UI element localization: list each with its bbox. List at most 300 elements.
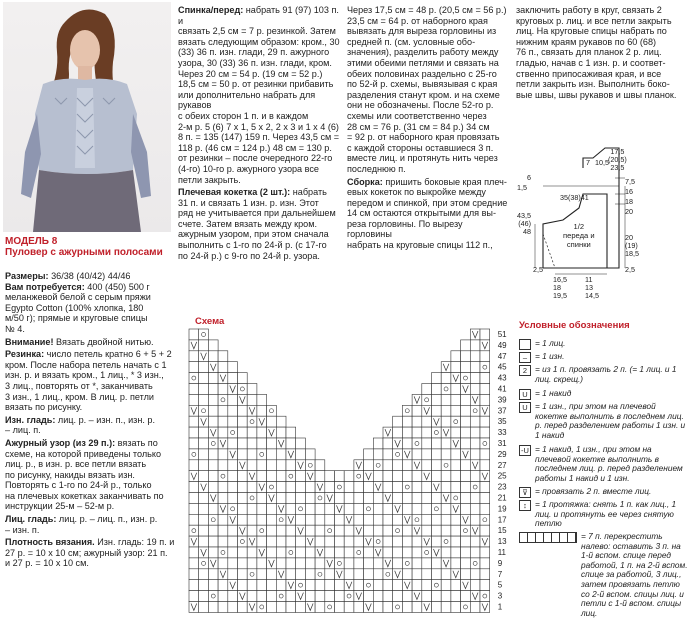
- chart-cell: [286, 547, 296, 558]
- chart-cell: [461, 405, 471, 416]
- chart-cell: [208, 536, 218, 547]
- chart-cell: [267, 525, 277, 536]
- chart-cell: [480, 503, 490, 514]
- chart-cell: [296, 602, 306, 613]
- dim-16: 16: [625, 187, 633, 196]
- chart-cell: [470, 362, 480, 373]
- chart-cell: [441, 405, 451, 416]
- chart-cell: [208, 394, 218, 405]
- col1-text: [5, 271, 175, 569]
- chart-row-number: 47: [497, 351, 507, 361]
- model-photo-illustration: [3, 2, 171, 232]
- chart-cell: [228, 547, 238, 558]
- chart-cell: [364, 460, 374, 471]
- chart-cell: [247, 427, 257, 438]
- chart-cell: [432, 525, 442, 536]
- chart-cell: [189, 351, 199, 362]
- chart-cell: [383, 591, 393, 602]
- chart-cell: [189, 427, 199, 438]
- dim-6: 6: [527, 173, 531, 182]
- chart-cell: [364, 547, 374, 558]
- chart-cell: [276, 525, 286, 536]
- chart-row-number: 21: [497, 493, 507, 503]
- chart-cell: [218, 449, 228, 460]
- chart-cell: [451, 427, 461, 438]
- chart-cell: [257, 427, 267, 438]
- chart-cell: [422, 482, 432, 493]
- chart-row-number: 1: [497, 602, 503, 612]
- chart-cell: [189, 514, 199, 525]
- chart-cell: [441, 569, 451, 580]
- yo-purl-symbol-icon: -U: [519, 445, 531, 456]
- chart-cell: [228, 482, 238, 493]
- chart-row-number: 17: [497, 515, 507, 525]
- chart-cell: [267, 514, 277, 525]
- chart-row-number: 15: [497, 526, 507, 536]
- chart-cell: [247, 384, 257, 395]
- chart-cell: [335, 558, 345, 569]
- chart-cell: [344, 591, 354, 602]
- chart-cell: [402, 427, 412, 438]
- chart-cell: [199, 373, 209, 384]
- chart-row-number: 5: [497, 580, 503, 590]
- chart-cell: [208, 373, 218, 384]
- chart-cell: [228, 438, 238, 449]
- chart-cell: [451, 536, 461, 547]
- chart-cell: [412, 493, 422, 504]
- chart-cell: [383, 449, 393, 460]
- chart-cell: [364, 482, 374, 493]
- st-para: Лиц. гладь: лиц. р. – лиц. п., изн. р. – изн. п.: [5, 514, 158, 535]
- chart-cell: [238, 602, 248, 613]
- chart-cell: [296, 569, 306, 580]
- chart-cell: [432, 569, 442, 580]
- chart-cell: [208, 569, 218, 580]
- chart-cell: [480, 591, 490, 602]
- chart-cell: [228, 536, 238, 547]
- chart-cell: [199, 536, 209, 547]
- chart-cell: [364, 525, 374, 536]
- chart-cell: [412, 514, 422, 525]
- yarn-over-symbol-icon: U: [519, 389, 531, 400]
- chart-cell: [267, 471, 277, 482]
- chart-cell: [199, 569, 209, 580]
- chart-cell: [451, 558, 461, 569]
- chart-cell: [393, 471, 403, 482]
- chart-row-number: 35: [497, 417, 507, 427]
- chart-cell: [247, 547, 257, 558]
- chart-cell: [461, 362, 471, 373]
- chart-cell: [383, 482, 393, 493]
- chart-cell: [325, 569, 335, 580]
- chart-cell: [228, 591, 238, 602]
- chart-cell: [335, 547, 345, 558]
- dim-side: 20 (19) 18,5: [625, 233, 639, 258]
- chart-cell: [335, 471, 345, 482]
- chart-cell: [218, 547, 228, 558]
- chart-cell: [335, 525, 345, 536]
- chart-cell: [373, 536, 383, 547]
- chart-cell: [296, 514, 306, 525]
- chart-cell: [286, 471, 296, 482]
- chart-cell: [296, 547, 306, 558]
- purl-yo-symbol-icon: U: [519, 402, 531, 413]
- chart-cell: [305, 460, 315, 471]
- chart-cell: [325, 514, 335, 525]
- chart-cell: [286, 525, 296, 536]
- chart-cell: [412, 449, 422, 460]
- chart-cell: [480, 514, 490, 525]
- chart-cell: [344, 525, 354, 536]
- chart-cell: [470, 602, 480, 613]
- chart-cell: [364, 503, 374, 514]
- dim-bottom-b: 11 13 14,5: [585, 275, 599, 300]
- chart-cell: [451, 547, 461, 558]
- need-para: Вам потребуется: 400 (450) 500 г меланжевой белой с серым пряжи Egypto Cotton (100% хлопка, 180 м/50 г); прямые и круговые спицы № 4.: [5, 281, 151, 334]
- chart-cell: [315, 525, 325, 536]
- chart-cell: [276, 482, 286, 493]
- chart-cell: [257, 394, 267, 405]
- chart-cell: [208, 503, 218, 514]
- chart-cell: [412, 569, 422, 580]
- chart-cell: [286, 558, 296, 569]
- dim-18: 18: [625, 197, 633, 206]
- chart-cell: [412, 482, 422, 493]
- dim-top: 17,5 (20,5) 23,5: [608, 147, 627, 172]
- purl-symbol-icon: –: [519, 352, 531, 363]
- chart-cell: [286, 536, 296, 547]
- chart-cell: [354, 536, 364, 547]
- sizes-para: Размеры: 36/38 (40/42) 44/46: [5, 271, 131, 281]
- chart-cell: [451, 405, 461, 416]
- chart-cell: [276, 547, 286, 558]
- chart-cell: [218, 536, 228, 547]
- chart-cell: [199, 405, 209, 416]
- dim-2-5-right: 2,5: [625, 265, 635, 274]
- chart-cell: [432, 558, 442, 569]
- chart-cell: [480, 547, 490, 558]
- chart-cell: [305, 482, 315, 493]
- chart-cell: [451, 460, 461, 471]
- chart-cell: [247, 493, 257, 504]
- chart-cell: [461, 569, 471, 580]
- chart-cell: [238, 493, 248, 504]
- chart-cell: [412, 427, 422, 438]
- chart-cell: [432, 471, 442, 482]
- chart-cell: [364, 558, 374, 569]
- chart-cell: [315, 602, 325, 613]
- chart-cell: [228, 427, 238, 438]
- chart-cell: [296, 449, 306, 460]
- chart-cell: [344, 558, 354, 569]
- chart-cell: [422, 460, 432, 471]
- chart-cell: [402, 482, 412, 493]
- chart-cell: [422, 493, 432, 504]
- chart-cell: [354, 558, 364, 569]
- chart-cell: [218, 405, 228, 416]
- chart-cell: [373, 493, 383, 504]
- gauge-para: Плотность вязания. Изн. гладь: 19 п. и 27 р. = 10 х 10 см; ажурный узор: 21 п. и 27 р. = 10 х 10 см.: [5, 537, 175, 569]
- chart-cell: [461, 591, 471, 602]
- chart-cell: [461, 547, 471, 558]
- chart-cell: [335, 580, 345, 591]
- chart-cell: [441, 471, 451, 482]
- chart-cell: [480, 416, 490, 427]
- chart-cell: [208, 351, 218, 362]
- chart-cell: [422, 514, 432, 525]
- chart-cell: [412, 438, 422, 449]
- chart-cell: [344, 569, 354, 580]
- chart-cell: [402, 405, 412, 416]
- chart-cell: [383, 580, 393, 591]
- chart-cell: [257, 449, 267, 460]
- chart-cell: [451, 471, 461, 482]
- chart-cell: [402, 471, 412, 482]
- chart-cell: [441, 536, 451, 547]
- chart-cell: [218, 514, 228, 525]
- chart-cell: [257, 460, 267, 471]
- chart-cell: [451, 493, 461, 504]
- dim-height: 43,5 (46) 48: [517, 211, 531, 236]
- chart-cell: [422, 438, 432, 449]
- chart-cell: [325, 536, 335, 547]
- chart-row-number: 51: [497, 330, 507, 339]
- chart-cell: [461, 373, 471, 384]
- chart-row-number: 13: [497, 537, 507, 547]
- chart-cell: [325, 503, 335, 514]
- chart-cell: [480, 449, 490, 460]
- chart-cell: [276, 416, 286, 427]
- chart-cell: [208, 547, 218, 558]
- chart-cell: [373, 558, 383, 569]
- chart-cell: [441, 580, 451, 591]
- garment-schematic: [515, 138, 693, 310]
- chart-cell: [257, 405, 267, 416]
- chart-cell: [335, 482, 345, 493]
- chart-cell: [189, 460, 199, 471]
- model-title: МОДЕЛЬ 8: [5, 236, 58, 247]
- chart-cell: [218, 362, 228, 373]
- col3-text: Через 17,5 см = 48 р. (20,5 см = 56 р.) 23,5 см = 64 р. от наборного края вывязать для выреза горловины из средней п. (см. условные обо- значения), разделить работу между этими обеими петлями и связать на обеих половинах раздельно с 25-го по 52-й р. схемы, вывязывая с края разделения станут кром. и на схеме они не обозначены. После 52-го р. схемы или соответственно через 28 см = 76 р. (31 см = 84 р.) 34 см = 92 р. от наборного края провязать с каждой стороны оставшиеся 3 п. вместе лиц. и протянуть нить через последнюю п. Сборка: пришить боковые края плеч- евых кокеток по выкройке между передом и спинкой, при этом средние 14 см остаются открытыми для вы- реза горловины. По вырезу горловины набрать на круговые спицы 112 п.,: [347, 5, 508, 251]
- chart-cell: [451, 351, 461, 362]
- chart-cell: [276, 493, 286, 504]
- chart-cell: [470, 373, 480, 384]
- chart-cell: [441, 525, 451, 536]
- chart-cell: [199, 340, 209, 351]
- chart-cell: [257, 471, 267, 482]
- chart-cell: [441, 384, 451, 395]
- chart-cell: [364, 514, 374, 525]
- chart-cell: [267, 460, 277, 471]
- chart-cell: [461, 536, 471, 547]
- chart-cell: [470, 351, 480, 362]
- chart-cell: [344, 536, 354, 547]
- chart-cell: [218, 471, 228, 482]
- chart-cell: [267, 602, 277, 613]
- chart-row-number: 29: [497, 449, 507, 459]
- chart-cell: [412, 580, 422, 591]
- chart-cell: [257, 558, 267, 569]
- chart-cell: [461, 460, 471, 471]
- chart-cell: [228, 416, 238, 427]
- chart-title: Схема: [195, 316, 225, 327]
- chart-cell: [412, 416, 422, 427]
- lace-para: Ажурный узор (из 29 п.): вязать по схеме, на которой приведены только лиц. р., в изн. р. все петли вязать по рисунку, накиды вязать изн. Повторять с 1-го по 24-й р., только на плечевых кокетках заканчивать по инструкции 25-м – 52-м р.: [5, 437, 164, 512]
- chart-cell: [218, 384, 228, 395]
- chart-cell: [199, 449, 209, 460]
- chart-cell: [189, 580, 199, 591]
- chart-cell: [480, 493, 490, 504]
- chart-cell: [228, 493, 238, 504]
- chart-cell: [218, 394, 228, 405]
- chart-cell: [286, 482, 296, 493]
- chart-cell: [247, 569, 257, 580]
- chart-cell: [402, 591, 412, 602]
- chart-cell: [315, 580, 325, 591]
- chart-cell: [402, 558, 412, 569]
- chart-cell: [441, 547, 451, 558]
- chart-cell: [189, 493, 199, 504]
- chart-cell: [383, 569, 393, 580]
- chart-cell: [441, 394, 451, 405]
- k2tog-symbol-icon: ⊽: [519, 487, 531, 498]
- chart-cell: [238, 438, 248, 449]
- chart-cell: [354, 547, 364, 558]
- chart-cell: [208, 384, 218, 395]
- chart-cell: [432, 493, 442, 504]
- chart-cell: [432, 580, 442, 591]
- chart-cell: [296, 438, 306, 449]
- chart-cell: [238, 416, 248, 427]
- chart-cell: [441, 416, 451, 427]
- chart-cell: [238, 471, 248, 482]
- chart-row-number: 45: [497, 362, 507, 372]
- chart-cell: [189, 373, 199, 384]
- chart-cell: [286, 460, 296, 471]
- chart-cell: [189, 591, 199, 602]
- chart-cell: [296, 493, 306, 504]
- chart-cell: [422, 416, 432, 427]
- chart-cell: [325, 547, 335, 558]
- chart-cell: [189, 362, 199, 373]
- chart-cell: [218, 558, 228, 569]
- chart-cell: [199, 362, 209, 373]
- chart-cell: [257, 591, 267, 602]
- chart-cell: [354, 580, 364, 591]
- dim-part-label: 1/2 переда и спинки: [563, 222, 595, 249]
- chart-cell: [354, 569, 364, 580]
- chart-cell: [199, 503, 209, 514]
- chart-cell: [354, 471, 364, 482]
- chart-cell: [432, 460, 442, 471]
- chart-cell: [208, 525, 218, 536]
- dim-7: 7: [586, 158, 590, 167]
- chart-cell: [393, 449, 403, 460]
- dim-10-5: 10,5: [595, 158, 609, 167]
- chart-cell: [276, 591, 286, 602]
- chart-cell: [470, 536, 480, 547]
- chart-cell: [218, 460, 228, 471]
- model-photo: [3, 2, 171, 232]
- chart-cell: [199, 558, 209, 569]
- chart-cell: [393, 514, 403, 525]
- chart-cell: [393, 536, 403, 547]
- chart-cell: [461, 503, 471, 514]
- chart-cell: [247, 558, 257, 569]
- chart-cell: [305, 503, 315, 514]
- chart-cell: [393, 580, 403, 591]
- chart-cell: [393, 427, 403, 438]
- chart-cell: [451, 580, 461, 591]
- chart-cell: [267, 591, 277, 602]
- chart-cell: [276, 471, 286, 482]
- chart-cell: [228, 558, 238, 569]
- chart-cell: [238, 514, 248, 525]
- chart-cell: [305, 493, 315, 504]
- chart-cell: [461, 493, 471, 504]
- chart-cell: [238, 503, 248, 514]
- chart-cell: [228, 525, 238, 536]
- chart-cell: [480, 558, 490, 569]
- chart-cell: [208, 460, 218, 471]
- chart-cell: [402, 493, 412, 504]
- chart-cell: [315, 503, 325, 514]
- chart-cell: [257, 514, 267, 525]
- chart-cell: [315, 536, 325, 547]
- chart-cell: [286, 602, 296, 613]
- chart-cell: [451, 394, 461, 405]
- chart-svg: [183, 326, 513, 616]
- chart-cell: [305, 591, 315, 602]
- dim-1-5: 1,5: [517, 183, 527, 192]
- chart-cell: [286, 493, 296, 504]
- chart-cell: [422, 525, 432, 536]
- chart-cell: [208, 580, 218, 591]
- chart-cell: [325, 471, 335, 482]
- chart-cell: [238, 569, 248, 580]
- chart-cell: [325, 580, 335, 591]
- chart-cell: [373, 438, 383, 449]
- chart-cell: [296, 558, 306, 569]
- col2-text: Спинка/перед: набрать 91 (97) 103 п. и связать 2,5 см = 7 р. резинкой. Затем вязать следующим образом: кром., 30 (33) 36 п. изн. глади, 29 п. ажурного узора, 30 (33) 36 п. изн. глади, кром. Через 20 см = 54 р. (19 см = 52 р.) 18,5 см = 50 р. от резинки прибавить или дополнительно набрать для рукавов с обеих сторон 1 п. и в каждом 2-м р. 5 (6) 7 х 1, 5 х 2, 2 х 3 и 1 х 4 (6) 8 п. = 135 (147) 159 п. Через 43,5 см = 118 р. (46 см = 124 р.) 48 см = 130 р. от резинки – после очередного 22-го (4-го) 10-го р. ажурного узора все петли закрыть. Плечевая кокетка (2 шт.): набрать 31 п. и связать 1 изн. р. изн. Этот ряд не учитывается при дальнейшем счете. Затем вязать между кром. ажурным узором, при этом сначала выполнить с 1-го по 24-й р. (с 17-го по 24-й р.) с 9-го по 24-й р. узора.: [178, 5, 340, 261]
- chart-cell: [393, 525, 403, 536]
- chart-cell: [441, 591, 451, 602]
- chart-cell: [189, 569, 199, 580]
- chart-cell: [451, 525, 461, 536]
- chart-cell: [432, 384, 442, 395]
- chart-cell: [315, 569, 325, 580]
- chart-cell: [189, 558, 199, 569]
- chart-cell: [305, 569, 315, 580]
- chart-cell: [276, 558, 286, 569]
- chart-cell: [441, 373, 451, 384]
- chart-cell: [199, 602, 209, 613]
- chart-cell: [364, 449, 374, 460]
- chart-cell: [344, 493, 354, 504]
- chart-cell: [432, 438, 442, 449]
- chart-cell: [267, 547, 277, 558]
- chart-cell: [305, 514, 315, 525]
- chart-cell: [402, 536, 412, 547]
- chart-cell: [199, 460, 209, 471]
- chart-cell: [451, 591, 461, 602]
- chart-cell: [228, 405, 238, 416]
- chart-cell: [257, 493, 267, 504]
- chart-cell: [412, 405, 422, 416]
- chart-cell: [432, 373, 442, 384]
- chart-cell: [412, 558, 422, 569]
- chart-cell: [422, 591, 432, 602]
